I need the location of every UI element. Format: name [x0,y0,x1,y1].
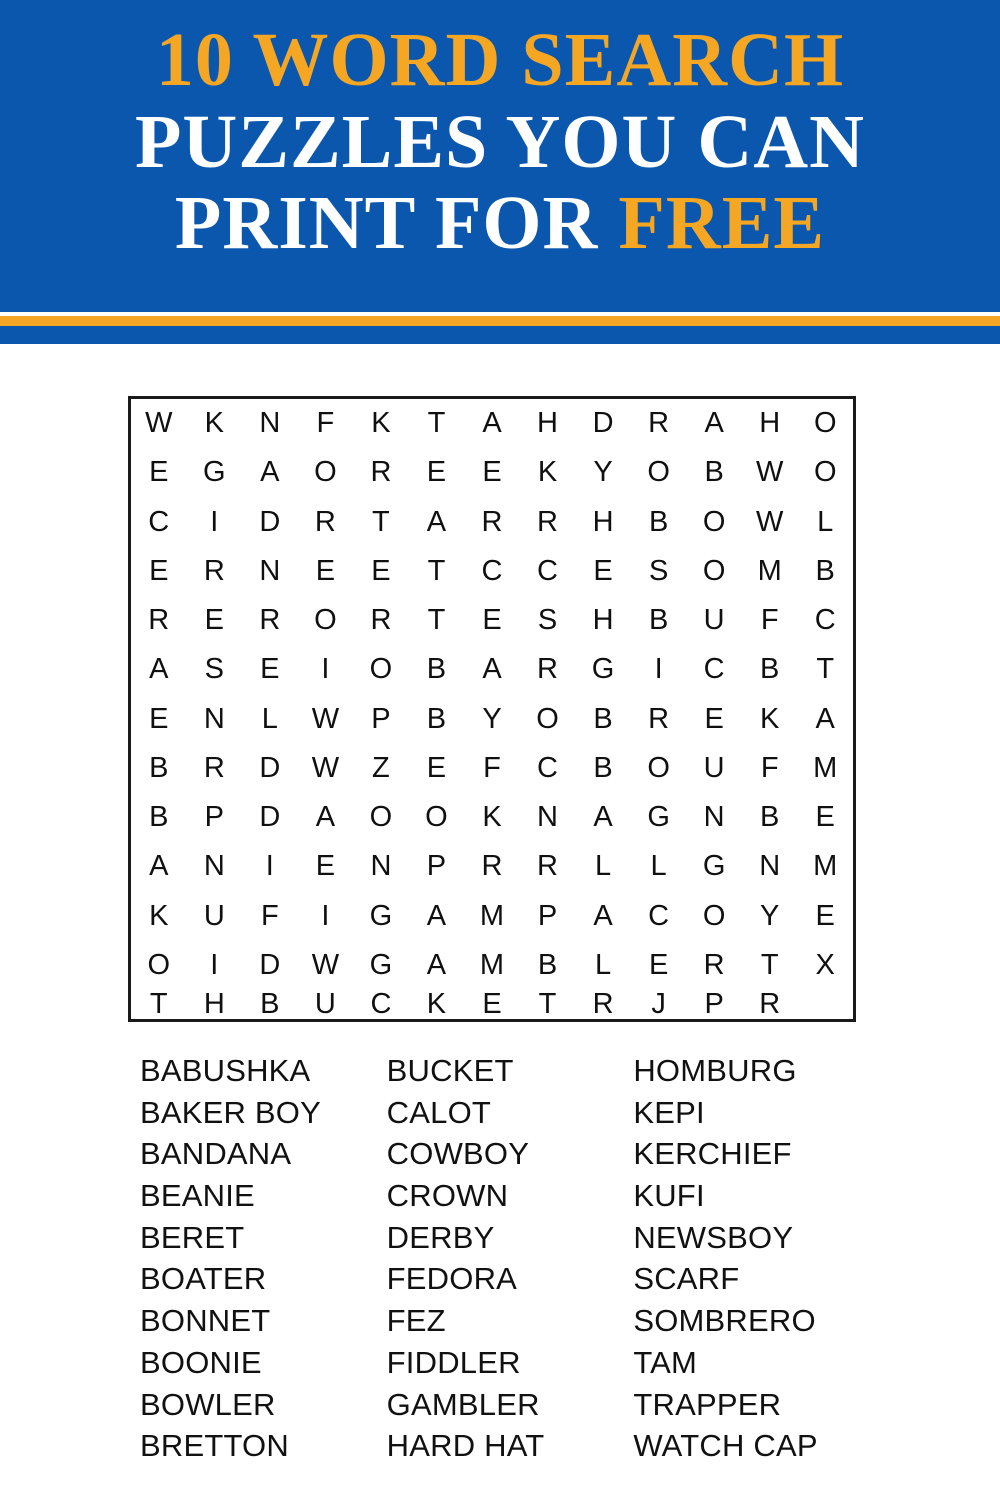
grid-cell[interactable]: P [704,988,724,1020]
grid-cell[interactable]: C [481,554,503,587]
header-title-line-3 [26,181,974,266]
header-title-line-3-highlight: FREE [618,181,826,266]
grid-cell[interactable]: E [204,604,224,637]
grid-cell[interactable]: R [648,702,670,735]
grid-cell[interactable]: P [537,899,558,932]
grid-cell[interactable]: G [369,948,393,981]
grid-cell[interactable]: E [482,988,502,1020]
word-list-item: BONNET [140,1303,271,1339]
grid-cell[interactable]: O [314,456,337,489]
grid-cell[interactable]: E [315,850,336,883]
grid-cell[interactable]: A [426,948,447,981]
grid-cell[interactable]: B [426,702,447,735]
grid-cell[interactable]: U [703,751,725,784]
word-list-item: TRAPPER [633,1386,782,1422]
grid-cell[interactable]: T [427,407,446,440]
grid-cell[interactable]: I [210,505,219,538]
grid-cell[interactable]: W [311,948,340,981]
grid-cell[interactable]: B [648,604,669,637]
grid-cell[interactable]: E [149,554,169,587]
grid-cell[interactable]: F [260,899,279,932]
grid-cell[interactable]: O [813,456,837,489]
grid-cell[interactable]: I [321,653,330,686]
grid-cell[interactable]: K [149,899,169,932]
grid-cell[interactable]: O [702,505,726,538]
grid-cell[interactable]: F [760,751,779,784]
grid-cell[interactable]: S [648,554,669,587]
word-search-grid[interactable] [128,396,856,1022]
word-list-item: BANDANA [140,1136,292,1172]
word-list-item: BEANIE [140,1178,255,1214]
word-list-item: BUCKET [386,1053,514,1088]
grid-cell[interactable]: C [148,505,170,538]
word-list-item: FIDDLER [386,1344,521,1380]
grid-cell[interactable]: N [259,407,281,440]
grid-cell[interactable]: O [536,702,559,735]
grid-cell[interactable]: F [483,751,501,784]
grid-cell[interactable]: A [482,407,502,440]
word-list-column [633,1050,880,1467]
grid-cell[interactable]: N [203,702,225,735]
grid-cell[interactable]: Y [760,899,780,932]
word-list-item: CALOT [386,1094,492,1130]
grid-cell[interactable]: N [537,801,558,834]
word-list-item: NEWSBOY [633,1219,794,1255]
grid-cell[interactable]: B [760,801,780,834]
grid-cell[interactable]: I [265,850,274,883]
grid-cell[interactable]: T [816,653,835,686]
grid-cell[interactable]: E [426,456,447,489]
grid-cell[interactable]: I [654,653,663,686]
grid-cell[interactable]: T [372,505,390,538]
word-list-item: BAKER BOY [140,1094,321,1130]
grid-cell[interactable]: R [259,604,281,637]
grid-cell[interactable]: O [369,653,393,686]
grid-cell[interactable]: C [537,751,558,784]
grid-cell[interactable]: N [203,850,225,883]
grid-cell[interactable]: B [815,554,835,587]
grid-cell[interactable]: A [593,899,613,932]
grid-cell[interactable]: E [648,948,669,981]
word-list-item: BRETTON [140,1428,289,1464]
grid-cell[interactable]: C [814,604,836,637]
grid-cell[interactable]: B [537,948,558,981]
grid-cell[interactable]: P [371,702,391,735]
grid-cell[interactable]: O [647,456,670,489]
grid-cell[interactable]: N [759,850,781,883]
grid-cell[interactable]: B [648,505,669,538]
grid-cell[interactable]: D [592,407,614,440]
grid-cell[interactable]: E [593,554,613,587]
grid-cell[interactable]: E [149,702,169,735]
grid-cell[interactable]: L [261,702,278,735]
grid-cell[interactable]: P [204,801,224,834]
grid-cell[interactable]: Y [593,456,613,489]
grid-cell[interactable]: T [427,604,446,637]
grid-cell[interactable]: A [815,702,835,735]
grid-cell[interactable]: B [149,751,169,784]
grid-cell[interactable]: R [481,850,503,883]
grid-cell[interactable]: H [203,988,225,1020]
grid-cell[interactable]: E [815,801,835,834]
grid-cell[interactable]: B [260,988,280,1020]
grid-cell[interactable]: O [147,948,171,981]
header-banner [0,0,1000,312]
grid-cell[interactable]: N [259,554,281,587]
grid-cell[interactable]: R [148,604,170,637]
grid-cell[interactable]: E [815,899,835,932]
word-list-item: CROWN [386,1178,509,1214]
grid-cell[interactable]: F [760,604,779,637]
grid-cell[interactable]: E [426,751,447,784]
grid-cell[interactable]: B [593,751,613,784]
grid-cell[interactable]: K [371,407,391,440]
grid-cell[interactable]: G [369,899,393,932]
word-list-item: GAMBLER [386,1386,540,1422]
grid-cell[interactable]: D [259,801,281,834]
grid-cell[interactable]: O [702,899,726,932]
grid-cell[interactable]: H [592,505,614,538]
grid-cell[interactable]: I [210,948,219,981]
grid-cell[interactable]: X [815,948,835,981]
header-title-line-3-prefix: PRINT FOR [174,181,619,266]
grid-cell[interactable]: K [482,801,502,834]
grid-cell[interactable]: A [426,505,447,538]
grid-cell[interactable]: G [591,653,615,686]
grid-cell[interactable]: W [756,456,784,489]
grid-cell[interactable]: E [482,456,502,489]
grid-cell[interactable]: T [427,554,446,587]
grid-cell[interactable]: D [259,751,281,784]
grid-cell[interactable]: S [537,604,558,637]
grid-cell[interactable]: C [370,988,392,1020]
grid-cell[interactable]: U [314,988,336,1020]
word-list-item: WATCH CAP [633,1428,818,1464]
grid-cell[interactable]: A [149,850,169,883]
word-list-item: HOMBURG [633,1053,797,1088]
grid-cell[interactable]: Z [372,751,390,784]
grid-cell[interactable]: M [479,948,505,981]
word-list-item: BABUSHKA [140,1053,311,1088]
grid-cell[interactable]: W [756,505,784,538]
grid-cell[interactable]: R [370,604,392,637]
grid-cell[interactable]: M [813,751,838,784]
grid-cell[interactable]: E [260,653,280,686]
grid-cell[interactable]: R [370,456,392,489]
grid-cell[interactable]: R [592,988,614,1020]
grid-cell[interactable]: W [311,751,340,784]
word-list-item: FEZ [386,1303,446,1339]
grid-cell[interactable]: B [426,653,447,686]
grid-cell[interactable]: T [149,988,168,1020]
word-list-item: KERCHIEF [633,1136,792,1172]
grid-cell[interactable]: O [425,801,448,834]
grid-cell[interactable]: R [703,948,725,981]
grid-cell[interactable]: T [538,988,557,1020]
grid-cell[interactable]: L [595,948,612,981]
grid-cell[interactable]: M [479,899,505,932]
grid-cell[interactable]: L [817,505,834,538]
word-list-item: SCARF [633,1261,740,1297]
grid-cell[interactable]: B [593,702,613,735]
grid-cell[interactable]: A [704,407,724,440]
grid-cell[interactable]: G [647,801,670,834]
grid-cell[interactable]: J [651,988,666,1020]
grid-cell[interactable]: K [537,456,558,489]
word-list-item: BOATER [140,1261,267,1297]
grid-cell[interactable]: A [149,653,169,686]
grid-cell[interactable]: R [648,407,670,440]
grid-cell[interactable]: R [537,653,558,686]
grid-cell[interactable]: O [813,407,837,440]
grid-cell[interactable]: M [757,554,782,587]
grid-cell[interactable]: A [482,653,502,686]
grid-cell[interactable]: O [314,604,337,637]
grid-cell[interactable]: E [315,554,336,587]
grid-cell[interactable]: N [370,850,392,883]
grid-cell[interactable]: K [426,988,447,1020]
grid-cell[interactable]: Y [482,702,502,735]
grid-cell[interactable]: A [260,456,280,489]
grid-cell[interactable]: R [537,505,558,538]
word-list-item: COWBOY [386,1136,530,1172]
grid-cell[interactable]: R [759,988,781,1020]
grid-cell[interactable]: M [813,850,838,883]
grid-cell[interactable]: B [704,456,724,489]
grid-cell[interactable]: A [593,801,613,834]
word-list-column [140,1050,387,1467]
word-list-item: BOWLER [140,1386,276,1422]
grid-cell[interactable]: R [537,850,558,883]
grid-cell[interactable]: C [648,899,670,932]
grid-cell[interactable]: K [204,407,224,440]
grid-cell[interactable]: H [537,407,558,440]
grid-cell[interactable]: L [595,850,612,883]
blue-divider [0,326,1000,344]
word-list-item: BOONIE [140,1344,262,1380]
grid-cell[interactable]: E [149,456,169,489]
grid-cell[interactable]: H [759,407,781,440]
word-list [140,1050,880,1467]
word-list-item: BERET [140,1219,245,1255]
gold-divider [0,316,1000,326]
grid-cell[interactable]: C [537,554,558,587]
grid-cell[interactable]: O [702,554,726,587]
grid-cell[interactable]: N [703,801,725,834]
word-list-item: SOMBRERO [633,1303,816,1339]
grid-cell[interactable]: D [259,505,281,538]
grid-cell[interactable]: A [426,899,447,932]
grid-cell[interactable]: B [149,801,169,834]
grid-cell[interactable]: E [371,554,391,587]
word-list-item: KEPI [633,1094,705,1130]
grid-cell[interactable]: G [702,850,726,883]
grid-cell[interactable]: E [482,604,502,637]
grid-cell[interactable]: R [203,751,225,784]
header-title-line-2: PUZZLES YOU CAN [134,99,866,184]
grid-cell[interactable]: P [426,850,447,883]
grid-cell[interactable]: D [259,948,281,981]
grid-cell[interactable]: K [760,702,780,735]
grid-cell[interactable]: R [203,554,225,587]
word-list-column [387,1050,634,1467]
word-list-item: TAM [633,1344,698,1380]
grid-cell[interactable]: R [314,505,336,538]
header-title-line-1: 10 WORD SEARCH [155,18,845,102]
letter-grid[interactable] [131,399,853,1019]
grid-cell[interactable]: T [760,948,779,981]
grid-cell[interactable]: F [316,407,335,440]
word-list-item: DERBY [386,1219,495,1255]
grid-cell[interactable]: S [204,653,224,686]
grid-cell[interactable]: W [145,407,173,440]
grid-cell[interactable]: B [760,653,780,686]
grid-cell[interactable]: O [647,751,670,784]
grid-cell[interactable]: W [311,702,340,735]
grid-cell[interactable]: U [203,899,225,932]
grid-cell[interactable]: C [703,653,725,686]
grid-cell[interactable]: L [650,850,667,883]
word-list-item: KUFI [633,1178,705,1214]
grid-cell[interactable]: G [203,456,226,489]
word-list-item: FEDORA [386,1261,518,1297]
word-list-item: HARD HAT [386,1428,545,1464]
grid-cell[interactable]: U [703,604,725,637]
grid-cell[interactable]: A [315,801,336,834]
grid-cell[interactable]: E [704,702,724,735]
grid-cell[interactable]: R [481,505,503,538]
grid-cell[interactable]: H [592,604,614,637]
grid-cell[interactable]: I [321,899,330,932]
grid-cell[interactable]: O [369,801,393,834]
